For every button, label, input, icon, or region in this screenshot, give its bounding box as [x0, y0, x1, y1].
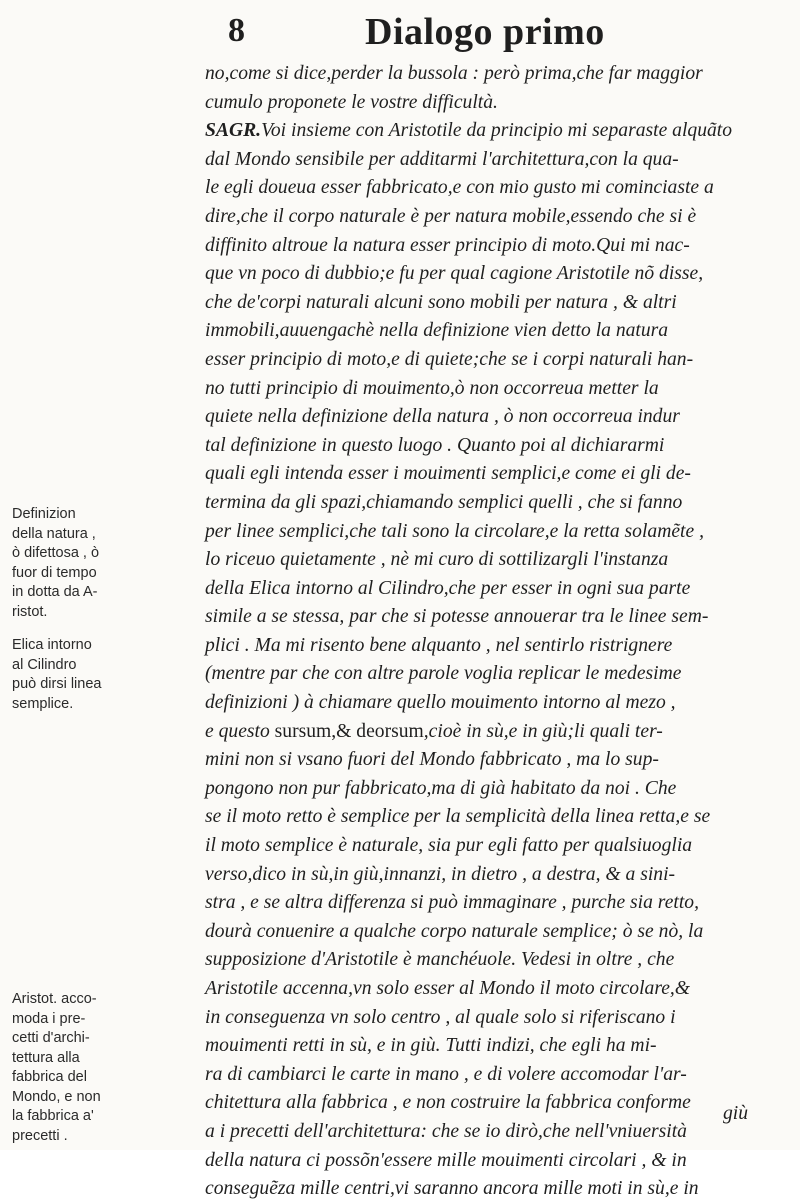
text-line: tal definizione in questo luogo . Quanto poi al dichiararmi — [205, 434, 665, 456]
text-line: pongono non pur fabbricato,ma di già habitato da noi . Che — [205, 777, 677, 799]
text-line: no,come si dice,perder la bussola : però prima,che far maggior — [205, 63, 703, 84]
margin-note-line: al Cilindro — [12, 656, 77, 673]
margin-note-line: fuor di tempo — [12, 564, 97, 581]
speaker-label: SAGR. — [205, 120, 262, 142]
text-line: stra , e se altra differenza si può immaginare , purche sia retto, — [205, 892, 699, 914]
margin-note-line: tettura alla — [12, 1049, 80, 1066]
margin-note-definition — [12, 505, 152, 622]
text-line: che de'corpi naturali alcuni sono mobili per natura , & altri — [205, 291, 677, 313]
text-line: quali egli intenda esser i mouimenti semplici,e come ei gli de- — [205, 463, 691, 485]
margin-note-line: Elica intorno — [12, 637, 92, 653]
margin-note-line: ristot. — [12, 603, 48, 620]
text-line: dourà conuenire a qualche corpo naturale semplice; ò se nò, la — [205, 920, 704, 942]
text-line: (mentre par che con altre parole voglia replicar le medesime — [205, 663, 682, 685]
text-line: supposizione d'Aristotile è manchéuole. Vedesi in oltre , che — [205, 949, 675, 971]
text-line-content: e questo — [205, 720, 275, 742]
text-line: esser principio di moto,e di quiete;che se i corpi naturali han- — [205, 348, 694, 370]
margin-note-line: cetti d'archi- — [12, 1030, 90, 1046]
text-line: verso,dico in sù,in giù,innanzi, in dietro , a destra, & a sini- — [205, 863, 676, 885]
text-line: que vn poco di dubbio;e fu per qual cagione Aristotile nõ disse, — [205, 263, 704, 285]
text-line: mini non si vsano fuori del Mondo fabbricato , ma lo sup- — [205, 749, 659, 771]
text-line: diffinito altroue la natura esser principio di moto.Qui mi nac- — [205, 234, 690, 256]
text-line: immobili,auuengachè nella definizione vien detto la natura — [205, 320, 669, 342]
page-header — [220, 8, 680, 60]
text-line-content: ,cioè in sù,e in giù;li quali ter- — [423, 720, 663, 742]
text-line: il moto semplice è naturale, sia pur egli fatto per qualsiuoglia — [205, 835, 693, 857]
running-head: Dialogo primo — [365, 11, 605, 53]
text-line: se il moto retto è semplice per la semplicità della linea retta,e se — [205, 806, 711, 828]
margin-note-line: Mondo, e non — [12, 1088, 101, 1105]
text-line: a i precetti dell'architettura: che se io dirò,che nell'vniuersità — [205, 1120, 687, 1142]
text-line: chitettura alla fabbrica , e non costruire la fabbrica conforme — [205, 1092, 691, 1114]
margin-note-architecture — [12, 990, 152, 1146]
margin-note-line: la fabbrica a' — [12, 1108, 94, 1124]
text-line-content: Voi insieme con Aristotile da principio mi separaste alquãto — [261, 120, 733, 142]
text-line: definizioni ) à chiamare quello mouimento intorno al mezo , — [205, 692, 676, 714]
text-line: dal Mondo sensibile per additarmi l'architettura,con la qua- — [205, 148, 679, 170]
margin-note-line: della natura , — [12, 525, 96, 542]
margin-note-line: moda i pre- — [12, 1010, 86, 1027]
margin-note-line: in dotta da A- — [12, 584, 98, 600]
text-line — [205, 117, 787, 146]
text-line: della natura ci possõn'essere mille mouimenti circolari , & in — [205, 1149, 687, 1171]
text-line: termina da gli spazi,chiamando semplici quelli , che si fanno — [205, 491, 683, 513]
margin-note-line: semplice. — [12, 695, 74, 712]
margin-note-line: fabbrica del — [12, 1069, 87, 1085]
margin-note-line: Aristot. acco- — [12, 991, 97, 1007]
text-line: simile a se stessa, par che si potesse annouerar tra le linee sem- — [205, 606, 709, 628]
text-line: dire,che il corpo naturale è per natura mobile,essendo che si è — [205, 205, 697, 227]
text-line: plici . Ma mi risento bene alquanto , nel sentirlo ristrignere — [205, 634, 673, 656]
text-line: no tutti principio di mouimento,ò non occorreua metter la — [205, 377, 659, 399]
margin-note-helix — [12, 636, 152, 714]
text-line: Aristotile accenna,vn solo esser al Mondo il moto circolare,& — [205, 978, 691, 999]
margin-note-line: ò difettosa , ò — [12, 545, 100, 561]
margin-note-line: precetti . — [12, 1127, 68, 1144]
margin-note-line: può dirsi linea — [12, 676, 102, 692]
text-line: quiete nella definizione della natura , ò non occorreua indur — [205, 406, 680, 428]
text-line: ra di cambiarci le carte in mano , e di volere accomodar l'ar- — [205, 1063, 687, 1085]
text-line: in conseguenza vn solo centro , al quale solo si riferiscano i — [205, 1006, 676, 1028]
text-line: le egli doueua esser fabbricato,e con mio gusto mi cominciaste a — [205, 177, 714, 199]
text-line: lo riceuo quietamente , nè mi curo di sottilizargli l'instanza — [205, 549, 669, 571]
text-line: mouimenti retti in sù, e in giù. Tutti indizi, che egli ha mi- — [205, 1035, 657, 1057]
text-line: cumulo proponete le vostre difficultà. — [205, 91, 498, 113]
main-text-block — [205, 60, 787, 1204]
text-line: per linee semplici,che tali sono la circolare,e la retta solamẽte , — [205, 520, 704, 542]
catchword: giù — [722, 1103, 748, 1124]
text-line — [205, 718, 787, 747]
margin-note-line: Definizion — [12, 506, 76, 522]
text-line: conseguẽza mille centri,vi saranno ancora mille moti in sù,e in — [205, 1178, 699, 1200]
text-line: della Elica intorno al Cilindro,che per esser in ogni sua parte — [205, 577, 691, 599]
latin-phrase: sursum,& deorsum — [274, 720, 424, 742]
page-number: 8 — [228, 12, 245, 49]
